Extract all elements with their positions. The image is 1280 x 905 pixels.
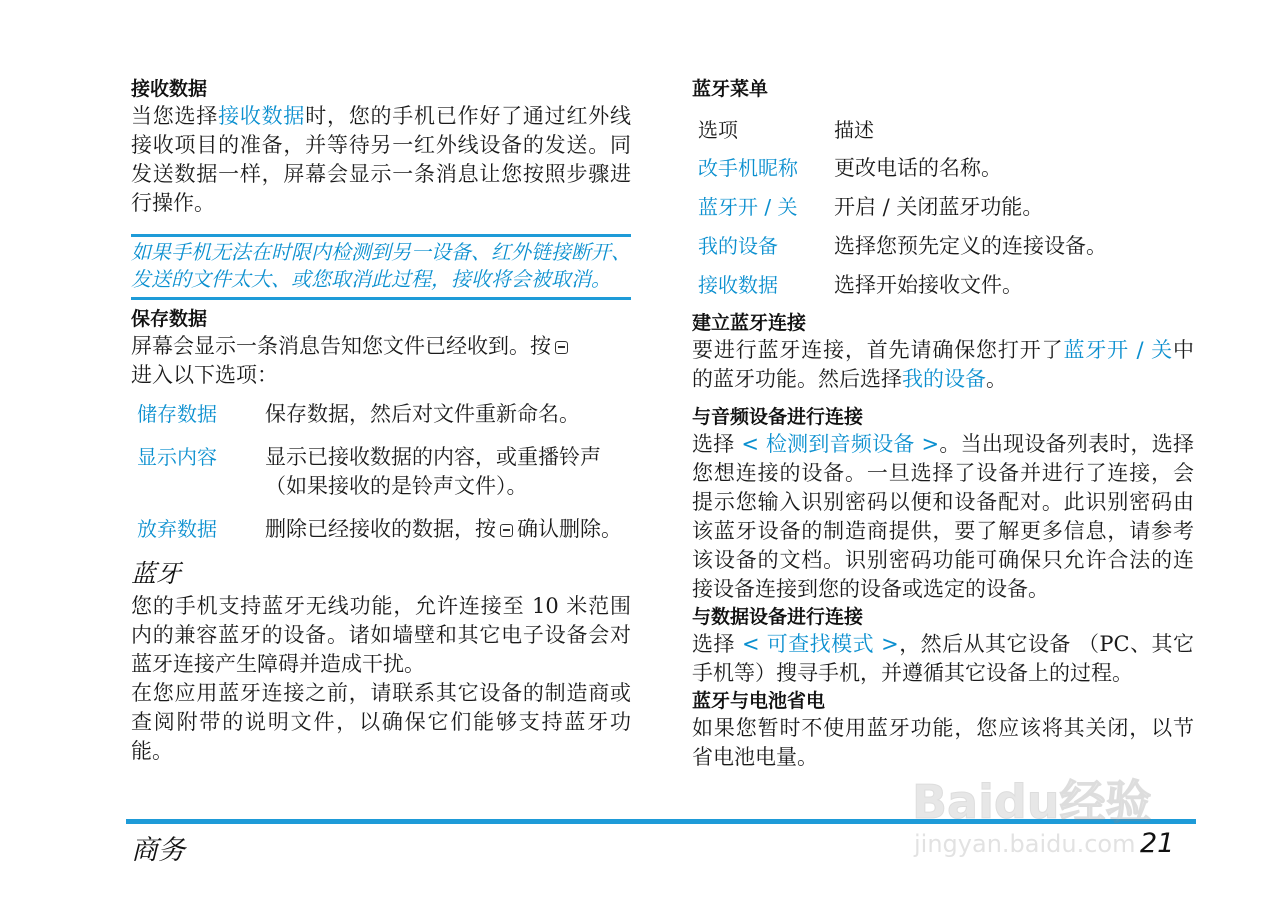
- connect-heading: 建立蓝牙连接: [692, 312, 807, 334]
- menu-option-desc: 开启 / 关闭蓝牙功能。: [834, 195, 1044, 219]
- bt-toggle-link: 蓝牙开 / 关: [1063, 338, 1173, 362]
- option-name: 显示内容: [137, 445, 217, 469]
- save-options-table: [131, 400, 631, 544]
- left-column: [131, 76, 631, 766]
- menu-option-name: 我的设备: [698, 234, 778, 258]
- data-paragraph: 选择 < 可查找模式 >，然后从其它设备 （PC、其它手机等）搜寻手机，并遵循其它设备上的过程。: [692, 632, 1194, 685]
- battery-paragraph: 如果您暂时不使用蓝牙功能，您应该将其关闭，以节省电池电量。: [692, 716, 1194, 769]
- discoverable-link: < 可查找模式 >: [742, 632, 899, 656]
- right-column: [692, 76, 1194, 772]
- battery-heading: 蓝牙与电池省电: [692, 690, 826, 712]
- save-paragraph: 屏幕会显示一条消息告知您文件已经收到。按 进入以下选项：: [131, 332, 631, 390]
- my-devices-link: 我的设备: [902, 367, 986, 391]
- page-number: 21: [1140, 828, 1175, 859]
- menu-row: [692, 193, 1194, 222]
- audio-device-link: < 检测到音频设备 >: [741, 432, 940, 456]
- bluetooth-title: 蓝牙: [131, 559, 182, 588]
- option-row: [131, 443, 631, 501]
- watermark-url: jingyan.baidu.com: [914, 830, 1136, 858]
- menu-option-desc: 更改电话的名称。: [834, 156, 1002, 180]
- menu-table-header: [692, 116, 1194, 144]
- menu-option-name: 蓝牙开 / 关: [698, 195, 798, 219]
- option-name: 放弃数据: [137, 517, 217, 541]
- menu-heading: 蓝牙菜单: [692, 78, 769, 100]
- bluetooth-paragraph-2: 在您应用蓝牙连接之前，请联系其它设备的制造商或查阅附带的说明文件，以确保它们能够支持蓝牙功能。: [131, 681, 631, 763]
- watermark-logo: Baidu经验: [912, 775, 1152, 829]
- option-name: 储存数据: [137, 402, 217, 426]
- menu-row: [692, 232, 1194, 261]
- footer-section: 商务: [131, 835, 185, 866]
- audio-heading: 与音频设备进行连接: [692, 406, 864, 428]
- menu-row: [692, 271, 1194, 300]
- ok-key-icon: [500, 524, 513, 537]
- option-desc: 保存数据，然后对文件重新命名。: [265, 402, 580, 426]
- menu-col-desc: 描述: [834, 118, 874, 142]
- receive-paragraph: 当您选择接收数据时，您的手机已作好了通过红外线接收项目的准备，并等待另一红外线设备的发送。同发送数据一样，屏幕会显示一条消息让您按照步骤进行操作。: [131, 104, 632, 215]
- note-box: 如果手机无法在时限内检测到另一设备、红外链接断开、发送的文件太大、或您取消此过程，接收将会被取消。: [131, 234, 631, 300]
- audio-paragraph: 选择 < 检测到音频设备 >。当出现设备列表时，选择您想连接的设备。一旦选择了设备并进行了连接，会提示您输入识别密码以便和设备配对。此识别密码由该蓝牙设备的制造商提供，要了解更多信息，请参考该设备的文档。识别密码功能可确保只允许合法的连接设备连接到您的设备或选定的设备。: [692, 432, 1195, 601]
- menu-option-name: 接收数据: [698, 273, 778, 297]
- menu-option-desc: 选择您预先定义的连接设备。: [834, 234, 1107, 258]
- option-row: [131, 515, 631, 544]
- option-desc: 显示已接收数据的内容，或重播铃声 （如果接收的是铃声文件）。: [265, 445, 601, 498]
- data-heading: 与数据设备进行连接: [692, 606, 864, 628]
- save-heading: 保存数据: [131, 308, 208, 330]
- bluetooth-paragraph-1: 您的手机支持蓝牙无线功能，允许连接至 10 米范围内的兼容蓝牙的设备。诸如墙壁和其它电子设备会对蓝牙连接产生障碍并造成干扰。: [131, 594, 631, 676]
- connect-paragraph: 要进行蓝牙连接，首先请确保您打开了蓝牙开 / 关中的蓝牙功能。然后选择我的设备。: [692, 338, 1194, 391]
- receive-heading: 接收数据: [131, 78, 208, 100]
- menu-option-desc: 选择开始接收文件。: [834, 273, 1023, 297]
- footer-rule: [126, 819, 1196, 824]
- option-desc: 删除已经接收的数据，按 确认删除。: [265, 517, 622, 541]
- option-row: [131, 400, 631, 429]
- receive-link: 接收数据: [218, 104, 306, 128]
- menu-col-option: 选项: [698, 118, 738, 142]
- ok-key-icon: [555, 341, 568, 354]
- menu-option-name: 改手机昵称: [698, 156, 798, 180]
- menu-row: [692, 154, 1194, 183]
